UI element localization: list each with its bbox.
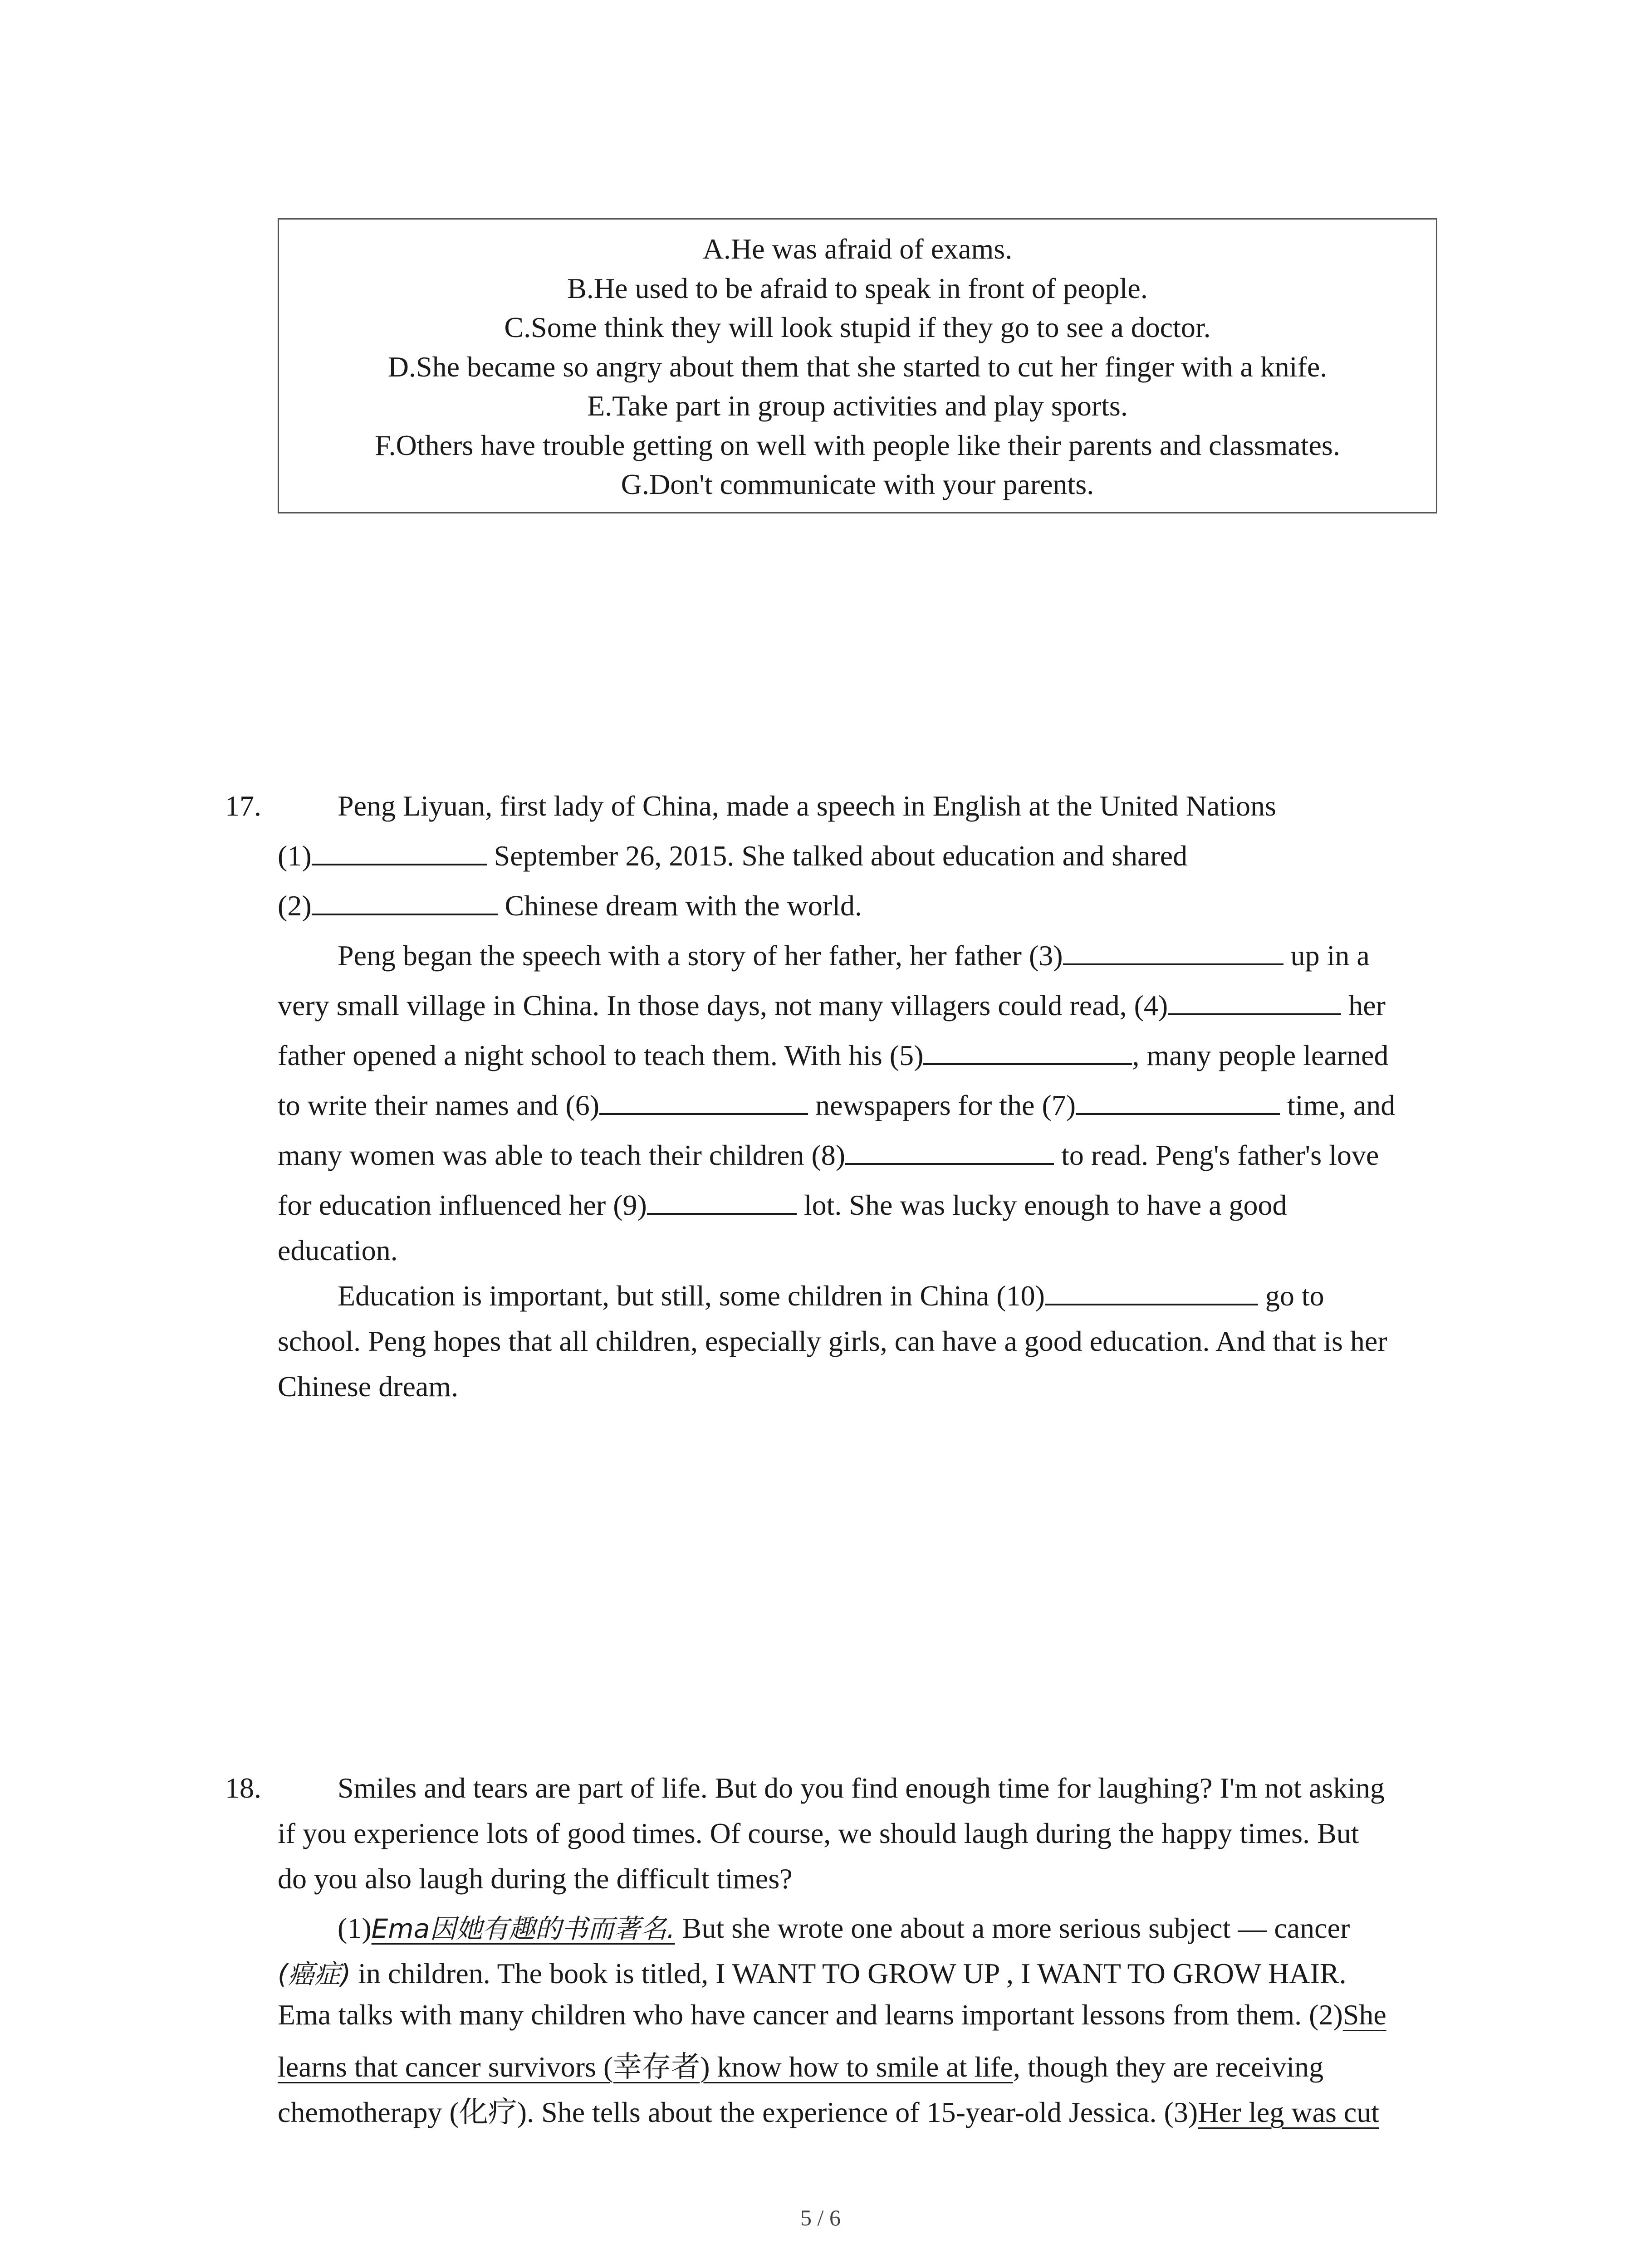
option-a: A.He was afraid of exams. [702,233,1013,265]
passage-line: learns that cancer survivors (幸存者) know how to smile at life, though they are receiving [278,2051,1324,2083]
passage-line: Peng began the speech with a story of her father, her father (3) up in a [338,939,1370,972]
passage-line: (1)Ema因她有趣的书而著名. But she wrote one about a more serious subject — cancer [338,1912,1350,1944]
underlined-sentence-1: Ema因她有趣的书而著名. [371,1913,675,1944]
passage-line: (2) Chinese dream with the world. [278,890,862,922]
answer-blank-8[interactable] [845,1139,1054,1165]
answer-blank-2[interactable] [312,889,498,915]
answer-blank-3[interactable] [1063,939,1283,965]
question-number: 17. [225,790,261,822]
answer-blank-7[interactable] [1076,1089,1280,1115]
question-number: 18. [225,1772,261,1804]
passage-line: (癌症) in children. The book is titled, I WANT TO GROW UP , I WANT TO GROW HAIR. [278,1957,1347,1989]
option-b: B.He used to be afraid to speak in front of people. [567,272,1148,304]
passage-line: very small village in China. In those days, not many villagers could read, (4) her [278,989,1386,1022]
passage-line: Smiles and tears are part of life. But do you find enough time for laughing? I'm not asking [338,1772,1385,1804]
passage-line: education. [278,1234,398,1266]
option-g: G.Don't communicate with your parents. [621,468,1094,500]
passage-line: to write their names and (6) newspapers for the (7) time, and [278,1089,1396,1121]
passage-line: (1) September 26, 2015. She talked about education and shared [278,840,1188,872]
passage-line: Ema talks with many children who have cancer and learns important lessons from them. (2)She [278,1999,1386,2031]
answer-blank-4[interactable] [1168,989,1341,1015]
underlined-sentence-3: Her leg was cut [1198,2096,1380,2128]
option-d: D.She became so angry about them that she started to cut her finger with a knife. [387,350,1327,383]
passage-line: school. Peng hopes that all children, especially girls, can have a good education. And that is her [278,1325,1387,1357]
answer-blank-9[interactable] [647,1188,797,1215]
passage-line: for education influenced her (9) lot. She was lucky enough to have a good [278,1189,1287,1221]
passage-line: chemotherapy (化疗). She tells about the experience of 15-year-old Jessica. (3)Her leg was cut [278,2096,1380,2128]
underlined-sentence-2-cont: learns that cancer survivors (幸存者) know how to smile at life [278,2051,1013,2083]
passage-line: do you also laugh during the difficult times? [278,1862,793,1895]
option-c: C.Some think they will look stupid if they go to see a doctor. [504,311,1211,343]
passage-line: father opened a night school to teach them. With his (5) , many people learned [278,1039,1389,1071]
answer-blank-5[interactable] [923,1039,1132,1065]
passage-line: many women was able to teach their children (8) to read. Peng's father's love [278,1139,1379,1171]
option-f: F.Others have trouble getting on well with people like their parents and classmates. [375,429,1340,461]
passage-line: if you experience lots of good times. Of course, we should laugh during the happy times. But [278,1817,1359,1849]
options-box [278,218,1437,513]
option-e: E.Take part in group activities and play sports. [587,390,1128,422]
passage-line: Chinese dream. [278,1370,459,1403]
page-number: 5 / 6 [800,2205,841,2230]
answer-blank-10[interactable] [1045,1279,1258,1305]
passage-line: Peng Liyuan, first lady of China, made a speech in English at the United Nations [338,790,1276,822]
answer-blank-1[interactable] [312,839,487,865]
answer-blank-6[interactable] [599,1089,808,1115]
passage-line: Education is important, but still, some children in China (10) go to [338,1280,1324,1312]
underlined-sentence-2: She [1342,1999,1386,2031]
